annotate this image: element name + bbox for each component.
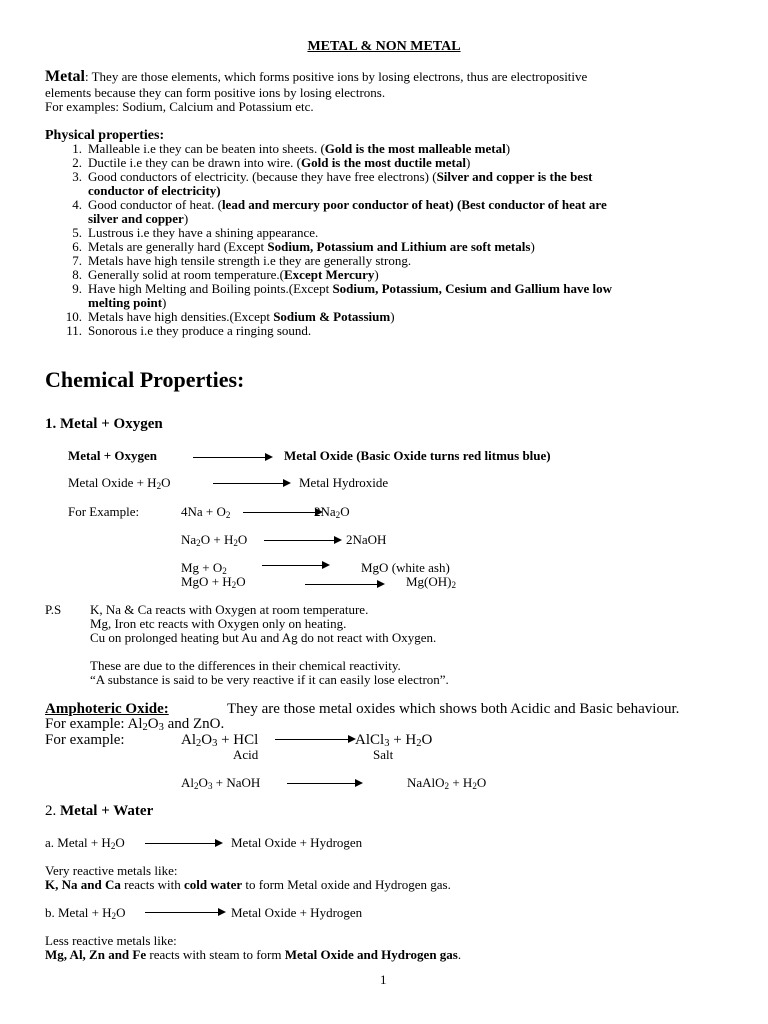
water-reaction-b-right: Metal Oxide + Hydrogen bbox=[231, 905, 363, 920]
amphoteric-reaction-1-right: AlCl$_3$ + $H_2O$ bbox=[355, 732, 433, 749]
page-number: 1 bbox=[380, 972, 387, 987]
example-2-right: 2NaOH bbox=[346, 532, 387, 547]
ps-label: P.S bbox=[45, 602, 62, 617]
item-number: 11. bbox=[66, 323, 82, 338]
reaction-arrow bbox=[262, 561, 330, 570]
amphoteric-definition: They are those metal oxides which shows both Acidic and Basic behaviour. bbox=[227, 701, 680, 717]
item-text: Good conductors of electricity. (because they have free electrons) ( bbox=[88, 169, 437, 184]
physical-property-item bbox=[60, 268, 379, 282]
reaction-arrow bbox=[287, 779, 363, 788]
physical-property-item bbox=[60, 212, 188, 226]
metal-term: Metal bbox=[45, 68, 85, 85]
reaction-arrow bbox=[264, 536, 342, 545]
item-bold-text: Sodium, Potassium, Cesium and Gallium have low bbox=[332, 281, 612, 296]
item-number: 5. bbox=[72, 225, 82, 240]
physical-property-item bbox=[60, 296, 166, 310]
section-2-heading: 2. Metal + Water bbox=[45, 803, 154, 819]
physical-property-item bbox=[60, 310, 395, 324]
item-bold-text: Gold is the most malleable metal bbox=[324, 141, 506, 156]
definition-line-3: For examples: Sodium, Calcium and Potassium etc. bbox=[45, 99, 314, 114]
ps-line-5: “A substance is said to be very reactive if it can easily lose electron”. bbox=[90, 672, 449, 687]
item-bold-text: Silver and copper is the best bbox=[436, 169, 593, 184]
reaction-2-right: Metal Hydroxide bbox=[299, 475, 389, 490]
reaction-arrow bbox=[193, 453, 273, 462]
ps-line-3: Cu on prolonged heating but Au and Ag do not react with Oxygen. bbox=[90, 630, 437, 645]
item-number: 1. bbox=[72, 141, 82, 156]
reaction-2-left: Metal Oxide + $H_2O$ bbox=[68, 475, 171, 491]
item-bold-text: melting point bbox=[88, 295, 163, 310]
item-text-end: ) bbox=[530, 239, 535, 254]
item-text-end: ) bbox=[390, 309, 395, 324]
item-bold-text: Except Mercury bbox=[284, 267, 375, 282]
very-reactive-label: Very reactive metals like: bbox=[45, 863, 178, 878]
item-text: Have high Melting and Boiling points.(Except bbox=[88, 281, 333, 296]
example-4-left: MgO + $H_2O$ bbox=[181, 574, 246, 590]
physical-property-item bbox=[60, 198, 607, 212]
water-reaction-a-right: Metal Oxide + Hydrogen bbox=[231, 835, 363, 850]
very-reactive-text: K, Na and Ca reacts with cold water to form Metal oxide and Hydrogen gas. bbox=[45, 877, 451, 892]
item-text-end: ) bbox=[505, 141, 511, 156]
physical-property-item bbox=[60, 156, 470, 170]
example-4-right: $Mg(OH)_2$ bbox=[406, 574, 457, 590]
ps-line-4: These are due to the differences in their chemical reactivity. bbox=[90, 658, 401, 673]
less-reactive-text: Mg, Al, Zn and Fe reacts with steam to form Metal Oxide and Hydrogen gas. bbox=[45, 947, 462, 962]
item-number: 3. bbox=[72, 169, 82, 184]
item-bold-text: Gold is the most ductile metal bbox=[300, 155, 466, 170]
physical-property-item bbox=[60, 254, 411, 268]
amphoteric-reaction-1-left: $Al_2O_3$ + HCl bbox=[181, 732, 259, 749]
item-text: Ductile i.e they can be drawn into wire. ( bbox=[88, 155, 301, 170]
item-text-end: ) bbox=[183, 211, 189, 226]
reaction-arrow bbox=[275, 735, 356, 744]
reaction-arrow bbox=[145, 908, 226, 917]
item-text: Generally solid at room temperature.( bbox=[88, 267, 285, 282]
item-text: Lustrous i.e they have a shining appearance. bbox=[88, 225, 319, 240]
example-1-left: $4Na + O_2$ bbox=[181, 504, 231, 520]
amphoteric-example: For example: $Al_2O_3$ and ZnO. bbox=[45, 716, 225, 733]
definition-line-1: : They are those elements, which forms positive ions by losing electrons, thus are electropositive bbox=[84, 69, 588, 84]
example-2-left: $Na_2O + H_2O$ bbox=[181, 532, 248, 548]
less-reactive-label: Less reactive metals like: bbox=[45, 933, 177, 948]
acid-label: Acid bbox=[233, 747, 259, 762]
item-bold-text: Sodium & Potassium bbox=[273, 309, 391, 324]
reaction-arrow bbox=[145, 839, 223, 848]
water-reaction-a-left: a. Metal + $H_2O$ bbox=[45, 835, 125, 851]
example-3-right: MgO (white ash) bbox=[361, 560, 450, 575]
item-bold-text: conductor of electricity) bbox=[88, 183, 221, 198]
item-text: Sonorous i.e they produce a ringing sound. bbox=[88, 323, 312, 338]
reaction-1-right: Metal Oxide (Basic Oxide turns red litmus blue) bbox=[284, 448, 551, 463]
ps-line-1: K, Na & Ca reacts with Oxygen at room temperature. bbox=[90, 602, 369, 617]
reaction-1-left: Metal + Oxygen bbox=[68, 448, 158, 463]
reaction-arrow bbox=[243, 508, 323, 517]
amphoteric-for-example: For example: bbox=[45, 732, 125, 748]
item-text: Good conductor of heat. ( bbox=[88, 197, 222, 212]
example-1-right: $2Na_2O$ bbox=[314, 504, 350, 520]
item-number: 9. bbox=[72, 281, 82, 296]
definition-line-2: elements because they can form positive ions by losing electrons. bbox=[45, 85, 386, 100]
item-text-end: ) bbox=[162, 295, 167, 310]
item-number: 10. bbox=[65, 309, 82, 324]
document-title: METAL & NON METAL bbox=[307, 39, 461, 54]
section-1-heading: 1. Metal + Oxygen bbox=[45, 416, 163, 432]
ps-line-2: Mg, Iron etc reacts with Oxygen only on heating. bbox=[90, 616, 347, 631]
item-text: Metals have high densities.(Except bbox=[88, 309, 274, 324]
physical-property-item bbox=[60, 184, 221, 198]
reaction-arrow bbox=[213, 479, 291, 488]
physical-properties-heading: Physical properties: bbox=[45, 128, 165, 143]
physical-property-item bbox=[60, 324, 311, 338]
physical-property-item bbox=[60, 170, 592, 184]
item-number: 4. bbox=[72, 197, 82, 212]
water-reaction-b-left: b. Metal + $H_2O$ bbox=[45, 905, 126, 921]
amphoteric-reaction-2-left: $Al_2O_3$ + NaOH bbox=[181, 775, 261, 791]
item-text-end: ) bbox=[466, 155, 471, 170]
reaction-arrow bbox=[305, 580, 385, 589]
metal-definition bbox=[45, 70, 587, 84]
item-bold-text: Sodium, Potassium and Lithium are soft metals bbox=[267, 239, 531, 254]
item-number: 8. bbox=[72, 267, 82, 282]
item-number: 6. bbox=[72, 239, 82, 254]
chemical-properties-heading: Chemical Properties: bbox=[45, 367, 245, 392]
physical-property-item bbox=[60, 282, 612, 296]
amphoteric-term: Amphoteric Oxide: bbox=[45, 701, 169, 717]
example-3-left: $Mg + O_2$ bbox=[181, 560, 227, 576]
physical-property-item bbox=[60, 240, 535, 254]
item-text: Malleable i.e they can be beaten into sheets. ( bbox=[88, 141, 325, 156]
item-number: 7. bbox=[72, 253, 82, 268]
item-number: 2. bbox=[72, 155, 82, 170]
for-example-label: For Example: bbox=[68, 504, 140, 519]
physical-property-item bbox=[60, 142, 510, 156]
salt-label: Salt bbox=[373, 747, 394, 762]
amphoteric-reaction-2-right: NaAlO$_2$ + $H_2O$ bbox=[407, 775, 487, 791]
item-bold-text: silver and copper bbox=[88, 211, 184, 226]
item-text-end: ) bbox=[374, 267, 379, 282]
item-bold-text: lead and mercury poor conductor of heat) (Best conductor of heat are bbox=[221, 197, 607, 212]
item-text: Metals are generally hard (Except bbox=[88, 239, 268, 254]
physical-property-item bbox=[60, 226, 318, 240]
item-text: Metals have high tensile strength i.e they are generally strong. bbox=[88, 253, 412, 268]
